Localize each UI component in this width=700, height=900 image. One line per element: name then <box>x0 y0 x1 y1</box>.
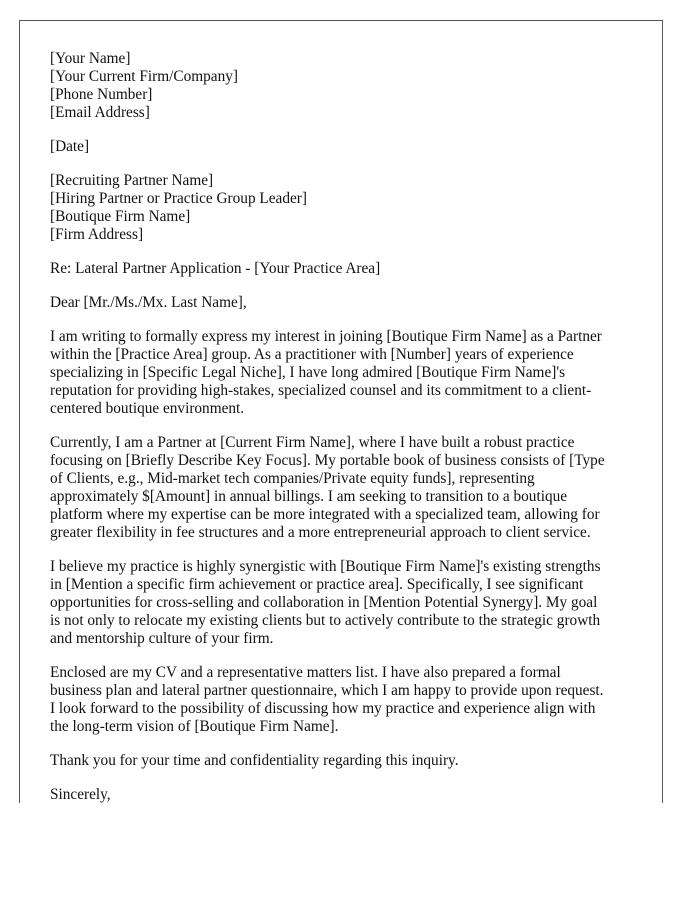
recipient-title: [Hiring Partner or Practice Group Leader] <box>50 190 307 207</box>
paragraph-line: in [Mention a specific firm achievement or practice area]. Specifically, I see significant <box>50 576 584 593</box>
body-paragraph <box>50 558 662 648</box>
sender-firm: [Your Current Firm/Company] <box>50 68 238 85</box>
letter-date: [Date] <box>50 138 90 155</box>
body-paragraph <box>50 328 662 418</box>
body-paragraph <box>50 752 662 770</box>
recipient-address: [Firm Address] <box>50 226 144 243</box>
paragraph-line: reputation for providing high-stakes, specialized counsel and its commitment to a client- <box>50 382 592 399</box>
paragraph-line: opportunities for cross-selling and collaboration in [Mention Potential Synergy]. My goal <box>50 594 598 611</box>
subject-line <box>50 260 662 278</box>
paragraph-line: Thank you for your time and confidentiality regarding this inquiry. <box>50 752 459 769</box>
paragraph-line: specializing in [Specific Legal Niche], I have long admired [Boutique Firm Name]'s <box>50 364 566 381</box>
body-paragraph <box>50 664 662 736</box>
closing <box>50 786 662 804</box>
paragraph-line: centered boutique environment. <box>50 400 245 417</box>
letter-page <box>19 20 663 803</box>
paragraph-line: greater flexibility in fee structures and a more entrepreneurial approach to client service. <box>50 524 591 541</box>
recipient-firm: [Boutique Firm Name] <box>50 208 191 225</box>
paragraph-line: the long-term vision of [Boutique Firm Name]. <box>50 718 339 735</box>
paragraph-line: I am writing to formally express my interest in joining [Boutique Firm Name] as a Partner <box>50 328 602 345</box>
paragraph-line: approximately $[Amount] in annual billings. I am seeking to transition to a boutique <box>50 488 568 505</box>
sender-name: [Your Name] <box>50 50 131 67</box>
sender-block <box>50 50 662 122</box>
sender-email: [Email Address] <box>50 104 150 121</box>
date-block <box>50 138 662 156</box>
recipient-name: [Recruiting Partner Name] <box>50 172 214 189</box>
paragraph-line: within the [Practice Area] group. As a practitioner with [Number] years of experience <box>50 346 574 363</box>
paragraph-line: I believe my practice is highly synergistic with [Boutique Firm Name]'s existing strengths <box>50 558 601 575</box>
paragraph-line: business plan and lateral partner questionnaire, which I am happy to provide upon request. <box>50 682 604 699</box>
sender-phone: [Phone Number] <box>50 86 153 103</box>
salutation <box>50 294 662 312</box>
closing-text: Sincerely, <box>50 786 111 803</box>
paragraph-line: is not only to relocate my existing clients but to actively contribute to the strategic growth <box>50 612 601 629</box>
subject-text: Re: Lateral Partner Application - [Your Practice Area] <box>50 260 381 277</box>
paragraph-line: and mentorship culture of your firm. <box>50 630 274 647</box>
paragraph-line: platform where my expertise can be more integrated with a specialized team, allowing for <box>50 506 600 523</box>
paragraph-line: focusing on [Briefly Describe Key Focus]. My portable book of business consists of [Type <box>50 452 605 469</box>
paragraph-line: Enclosed are my CV and a representative matters list. I have also prepared a formal <box>50 664 561 681</box>
paragraph-line: of Clients, e.g., Mid-market tech companies/Private equity funds], representing <box>50 470 535 487</box>
salutation-text: Dear [Mr./Ms./Mx. Last Name], <box>50 294 247 311</box>
body-paragraph <box>50 434 662 542</box>
paragraph-line: I look forward to the possibility of discussing how my practice and experience align with <box>50 700 596 717</box>
paragraph-line: Currently, I am a Partner at [Current Firm Name], where I have built a robust practice <box>50 434 575 451</box>
recipient-block <box>50 172 662 244</box>
